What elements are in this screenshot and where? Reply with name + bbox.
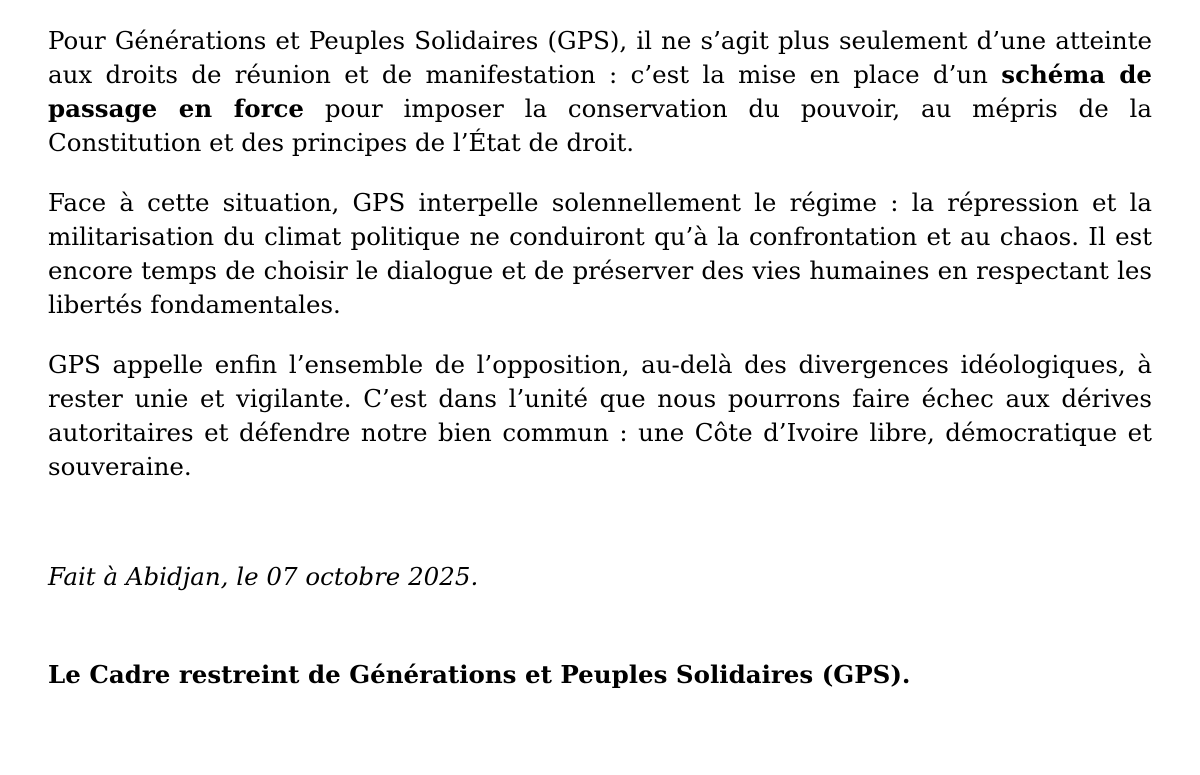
date-line: Fait à Abidjan, le 07 octobre 2025. — [48, 562, 479, 591]
document-body — [48, 24, 1152, 692]
paragraph-interpellation: Face à cette situation, GPS interpelle solennellement le régime : la répression et la militarisation du climat politique ne conduiront qu’à la confrontation et au chaos. Il est encore temps de choisir le dialogue et de préserver des vies humaines en respectant les libertés fondamentales. — [48, 188, 1152, 319]
paragraph-text: pour imposer la conservation du pouvoir, au mépris de la Constitution et des principes de l’État de droit. — [48, 94, 1152, 157]
paragraph-call-to-opposition: GPS appelle enfin l’ensemble de l’opposition, au-delà des divergences idéologiques, à rester unie et vigilante. C’est dans l’unité que nous pourrons faire échec aux dérives autoritaires et défendre notre bien commun : une Côte d’Ivoire libre, démocratique et souveraine. — [48, 350, 1152, 481]
emphasized-text: schéma de passage en force — [48, 60, 1152, 123]
signature: Le Cadre restreint de Générations et Peuples Solidaires (GPS). — [48, 660, 911, 689]
paragraph-gps-statement — [48, 24, 1152, 160]
paragraph-text: Pour Générations et Peuples Solidaires (GPS), il ne s’agit plus seulement d’une atteinte aux droits de réunion et de manifestation : c’est la mise en place d’un — [48, 26, 1152, 89]
